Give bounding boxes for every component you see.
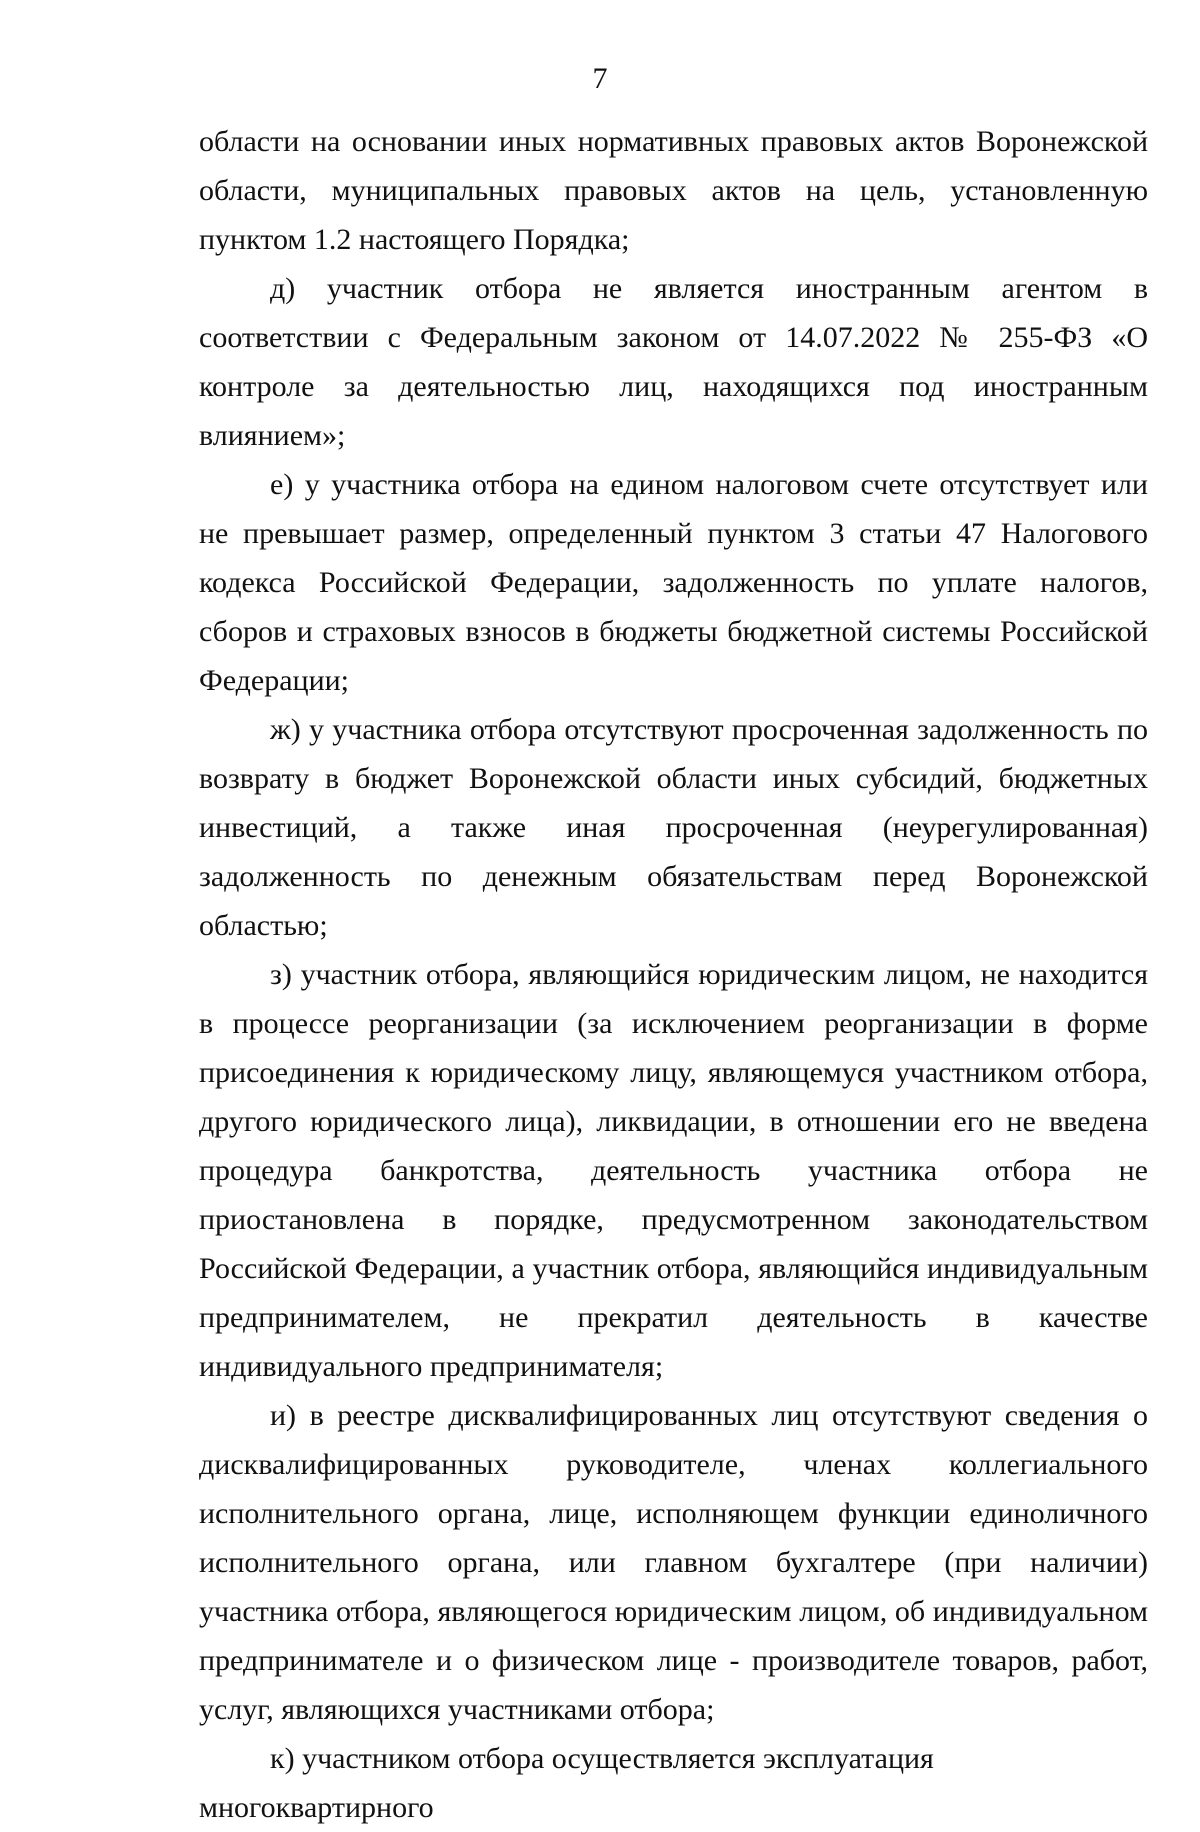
paragraph-item-e: е) у участника отбора на едином налоговом счете отсутствует или не превышает размер, определенный пунктом 3 статьи 47 Налогового кодекса Российской Федерации, задолженность по уплате налогов, сборов и страховых взносов в бюджеты бюджетной системы Российской Федерации; bbox=[199, 468, 1148, 697]
paragraph-item-z: з) участник отбора, являющийся юридическим лицом, не находится в процессе реорганизации (за исключением реорганизации в форме присоединения к юридическому лицу, являющемуся участником отбора, другого юридического лица), ликвидации, в отношении его не введена процедура банкротства, деятельность участника отбора не приостановлена в порядке, предусмотренном законодательством Российской Федерации, а участник отбора, являющийся индивидуальным предпринимателем, не прекратил деятельность в качестве индивидуального предпринимателя; bbox=[199, 958, 1148, 1383]
paragraph-item-zh: ж) у участника отбора отсутствуют просроченная задолженность по возврату в бюджет Воронежской области иных субсидий, бюджетных инвестиций, а также иная просроченная (неурегулированная) задолженность по денежным обязательствам перед Воронежской областью; bbox=[199, 713, 1148, 942]
paragraph-item-i: и) в реестре дисквалифицированных лиц отсутствуют сведения о дисквалифицированных руководителе, членах коллегиального исполнительного органа, лице, исполняющем функции единоличного исполнительного органа, или главном бухгалтере (при наличии) участника отбора, являющегося юридическим лицом, об индивидуальном предпринимателе и о физическом лице - производителе товаров, работ, услуг, являющихся участниками отбора; bbox=[199, 1399, 1148, 1726]
paragraph-continuation: области на основании иных нормативных правовых актов Воронежской области, муниципальных правовых актов на цель, установленную пунктом 1.2 настоящего Порядка; bbox=[199, 125, 1148, 256]
page-number: 7 bbox=[592, 62, 608, 95]
paragraph-item-d: д) участник отбора не является иностранным агентом в соответствии с Федеральным законом от 14.07.2022 № 255-ФЗ «О контроле за деятельностью лиц, находящихся под иностранным влиянием»; bbox=[199, 272, 1148, 452]
paragraph-item-k: к) участником отбора осуществляется эксплуатация многоквартирного bbox=[199, 1742, 934, 1824]
document-body bbox=[199, 117, 1148, 1832]
